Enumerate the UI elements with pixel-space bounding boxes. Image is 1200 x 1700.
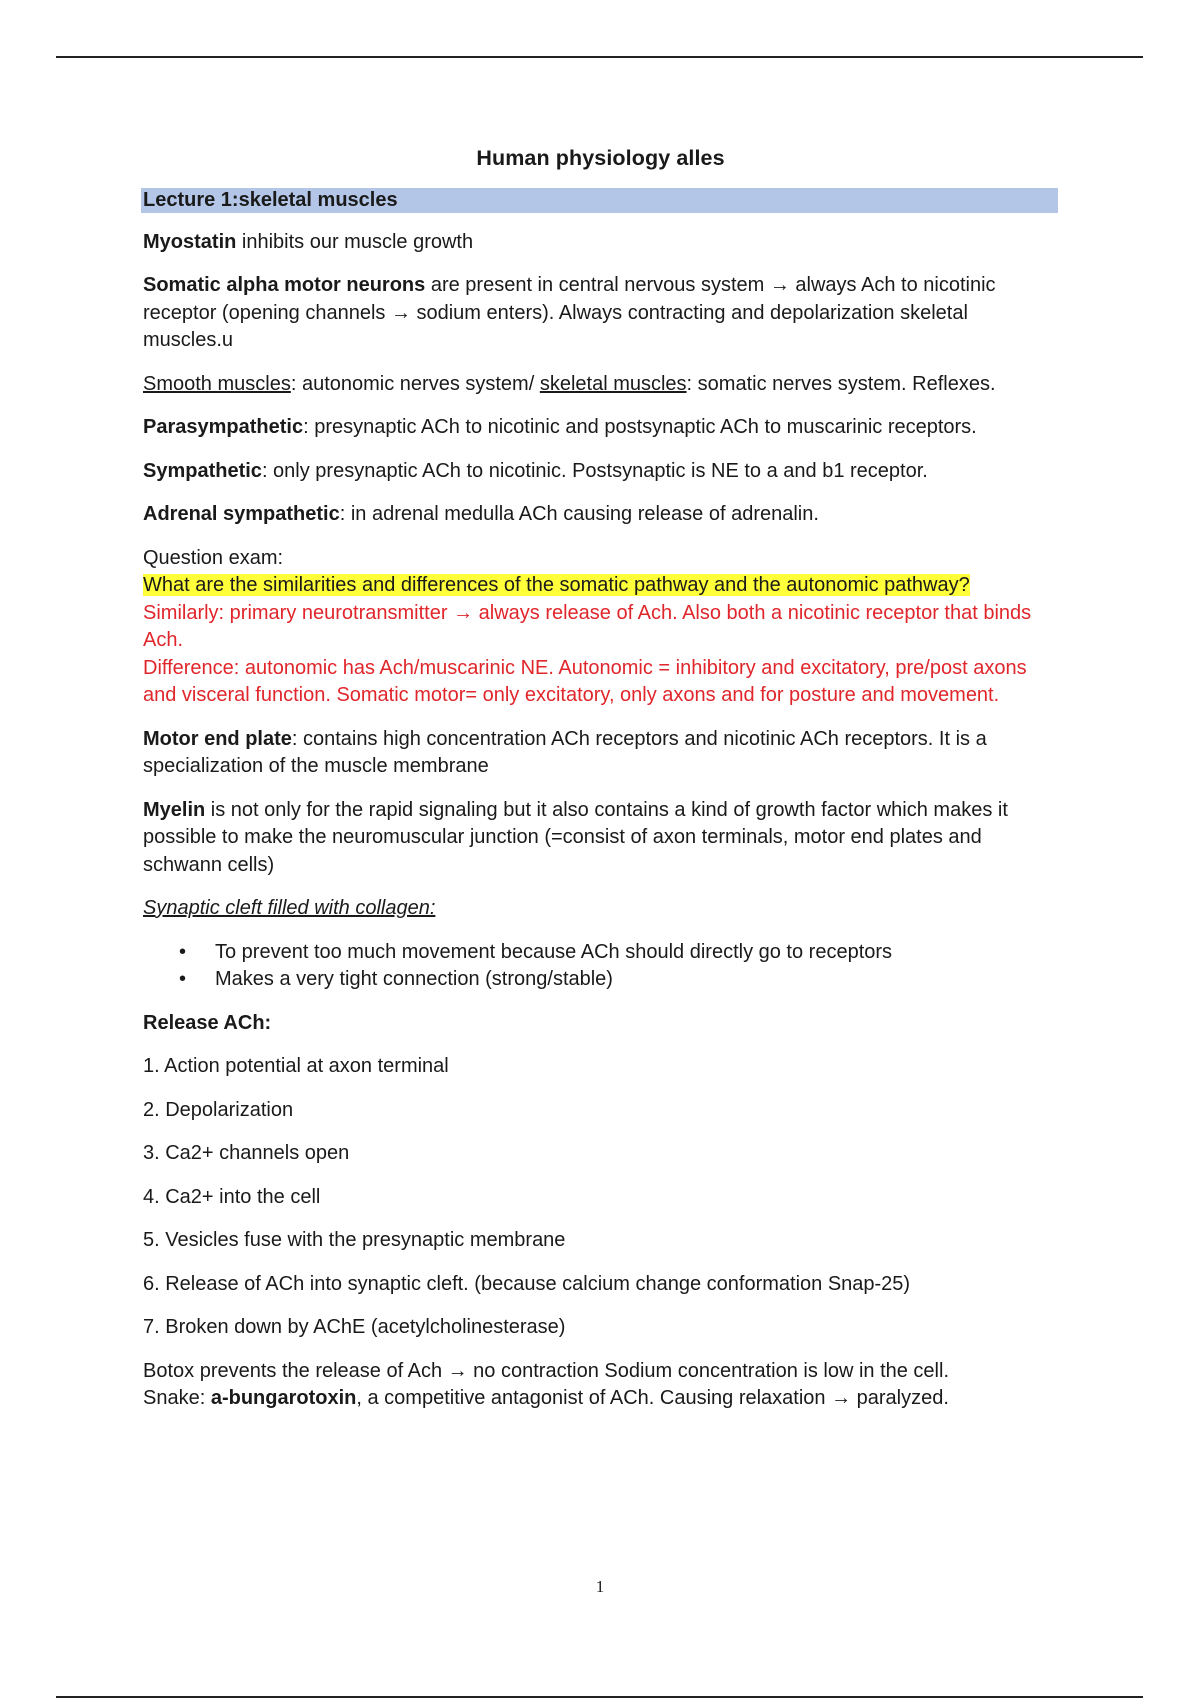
- answer-similarly: Similarly: primary neurotransmitter → always release of Ach. Also both a nicotinic receptor that binds Ach.: [143, 601, 1032, 651]
- release-heading: Release ACh:: [143, 1011, 272, 1034]
- term-parasympathetic: Parasympathetic: [143, 416, 304, 438]
- list-item: • To prevent too much movement because ACh should directly go to receptors: [143, 939, 1058, 967]
- botox-line: Botox prevents the release of Ach → no contraction Sodium concentration is low in the cell.: [143, 1359, 949, 1382]
- release-step: 5. Vesicles fuse with the presynaptic membrane: [143, 1229, 566, 1251]
- paragraph-smooth-muscles: Smooth muscles: autonomic nerves system/ skeletal muscles: somatic nerves system. Reflexes.: [143, 372, 996, 395]
- release-step: 6. Release of ACh into synaptic cleft. (because calcium change conformation Snap-25): [143, 1272, 911, 1295]
- question-text: [143, 572, 1058, 600]
- header-rule: [56, 56, 1143, 58]
- snake-line: Snake: a-bungarotoxin, a competitive antagonist of ACh. Causing relaxation → paralyzed.: [143, 1387, 949, 1409]
- paragraph-somatic: Somatic alpha motor neurons are present in central nervous system → always Ach to nicotinic receptor (opening channels → sodium enters). Always contracting and depolarization skeletal muscles.u: [143, 274, 996, 351]
- document-title: Human physiology alles: [476, 146, 725, 170]
- paragraph-motor-end-plate: Motor end plate: contains high concentration ACh receptors and nicotinic ACh receptors. It is a specialization of the muscle membrane: [143, 727, 987, 777]
- paragraph-parasympathetic: Parasympathetic: presynaptic ACh to nicotinic and postsynaptic ACh to muscarinic receptors.: [143, 416, 977, 438]
- list-item: • Makes a very tight connection (strong/stable): [143, 966, 1058, 994]
- paragraph-adrenal: Adrenal sympathetic: in adrenal medulla ACh causing release of adrenalin.: [143, 503, 819, 525]
- footer-rule: [56, 1696, 1143, 1698]
- paragraph-myostatin: Myostatin inhibits our muscle growth: [143, 230, 474, 253]
- question-label: Question exam:: [143, 546, 284, 569]
- paragraph-sympathetic: Sympathetic: only presynaptic ACh to nicotinic. Postsynaptic is NE to a and b1 receptor.: [143, 459, 928, 482]
- lecture-heading: Lecture 1:skeletal muscles: [141, 188, 1058, 213]
- paragraph-botox: [143, 1358, 1058, 1413]
- answer-difference: Difference: autonomic has Ach/muscarinic NE. Autonomic = inhibitory and excitatory, pre/post axons and visceral function. Somatic motor= only excitatory, only axons and for posture and movement.: [143, 656, 1027, 706]
- release-step: 1. Action potential at axon terminal: [143, 1055, 449, 1077]
- release-step: 3. Ca2+ channels open: [143, 1142, 350, 1164]
- document-page: [143, 145, 1058, 1690]
- term-motor-end-plate: Motor end plate: [143, 727, 292, 750]
- term-somatic: Somatic alpha motor neurons: [143, 274, 426, 296]
- term-myelin: Myelin: [143, 798, 206, 821]
- term-smooth-muscles: Smooth muscles: [143, 372, 291, 395]
- release-step: 4. Ca2+ into the cell: [143, 1185, 321, 1208]
- synaptic-heading: Synaptic cleft filled with collagen:: [143, 897, 436, 919]
- term-myostatin: Myostatin: [143, 230, 237, 253]
- release-step: 2. Depolarization: [143, 1098, 294, 1121]
- paragraph-myelin: Myelin is not only for the rapid signaling but it also contains a kind of growth factor which makes it possible to make the neuromuscular junction (=consist of axon terminals, motor end plates and schwann cells): [143, 798, 1008, 876]
- term-adrenal: Adrenal sympathetic: [143, 503, 340, 525]
- synaptic-bullet-list: [143, 939, 1058, 994]
- term-sympathetic: Sympathetic: [143, 459, 262, 482]
- release-step: 7. Broken down by AChE (acetylcholinesterase): [143, 1316, 566, 1338]
- highlighted-question: What are the similarities and differences of the somatic pathway and the autonomic pathway?: [143, 574, 970, 596]
- term-bungarotoxin: a-bungarotoxin: [210, 1387, 357, 1409]
- page-number: 1: [595, 1577, 605, 1596]
- term-skeletal-muscles: skeletal muscles: [539, 372, 687, 395]
